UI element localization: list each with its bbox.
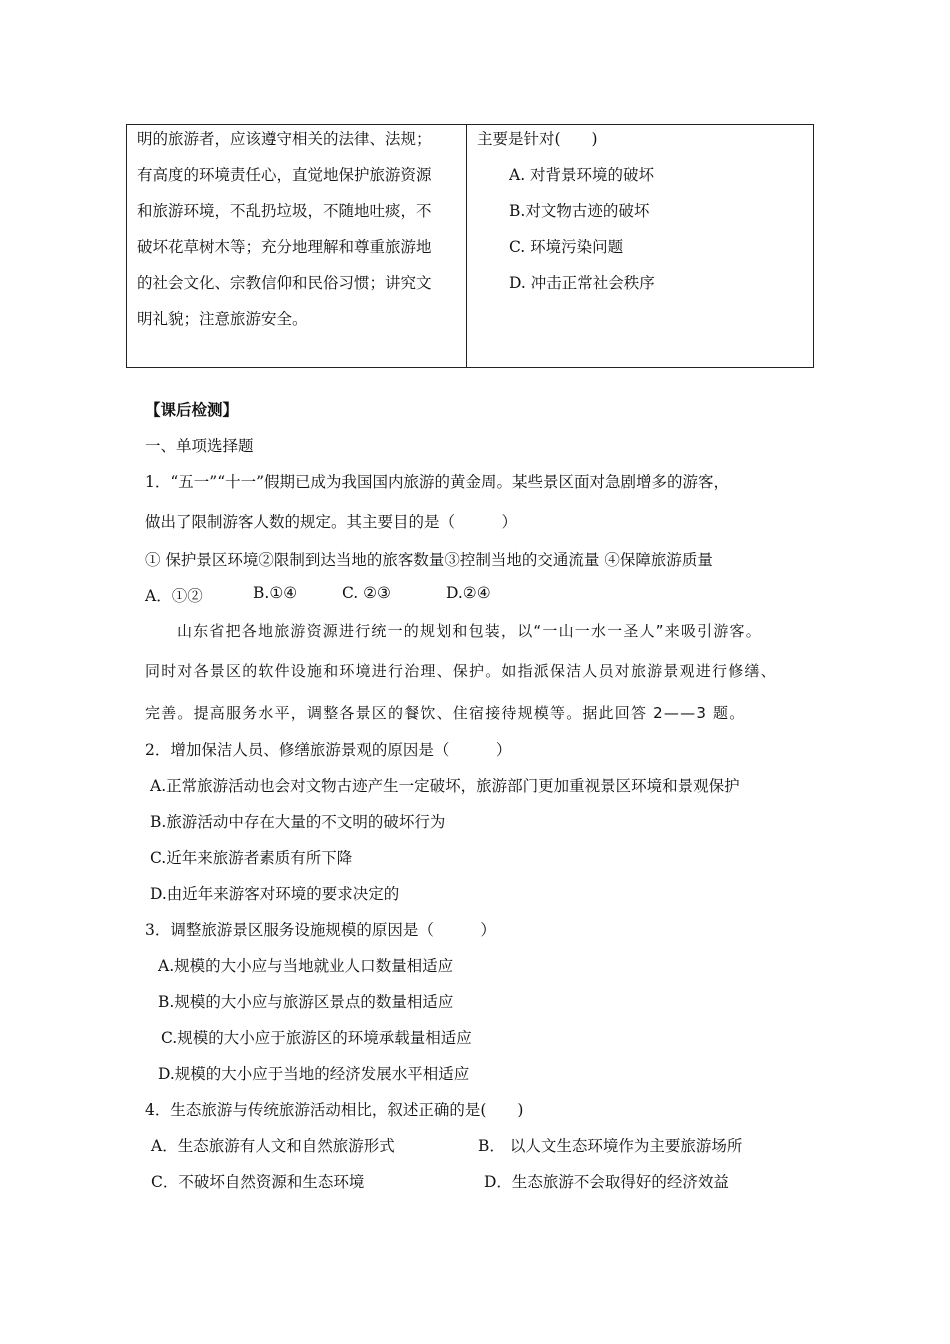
q4-stem: 4．生态旅游与传统旅游活动相比，叙述正确的是( ) [145,1101,524,1119]
table-left-line: 破坏花草树木等；充分地理解和尊重旅游地 [137,238,432,256]
q4-option-b: B． 以人文生态环境作为主要旅游场所 [478,1137,743,1155]
q3-stem: 3．调整旅游景区服务设施规模的原因是（ ） [145,921,496,939]
q1-option-d: D.②④ [446,584,491,602]
q3-option-d: D.规模的大小应于当地的经济发展水平相适应 [158,1065,470,1083]
section-title: 【课后检测】 [145,400,239,419]
q1-option-a: A．①② [145,587,203,605]
q1-option-b: B.①④ [253,584,298,602]
q3-option-a: A.规模的大小应与当地就业人口数量相适应 [158,957,454,975]
table-option-b: B.对文物古迹的破坏 [509,202,650,220]
q3-option-c: C.规模的大小应于旅游区的环境承载量相适应 [161,1029,472,1047]
table-left-line: 的社会文化、宗教信仰和民俗习惯；讲究文 [137,274,432,292]
q2-option-b: B.旅游活动中存在大量的不文明的破坏行为 [150,813,446,831]
q4-option-c: C．不破坏自然资源和生态环境 [151,1173,365,1191]
q1-option-c: C. ②③ [342,584,391,602]
table-question-stem: 主要是针对( ) [477,130,598,148]
answer-table [126,124,814,368]
table-left-line: 明礼貌；注意旅游安全。 [137,310,308,328]
q1-items: ① 保护景区环境②限制到达当地的旅客数量③控制当地的交通流量 ④保障旅游质量 [145,551,713,569]
table-left-line: 明的旅游者，应该遵守相关的法律、法规； [137,130,432,148]
table-left-line: 和旅游环境，不乱扔垃圾，不随地吐痰，不 [137,202,432,220]
subsection-title: 一、单项选择题 [145,437,254,455]
q2-stem: 2．增加保洁人员、修缮旅游景观的原因是（ ） [145,741,512,759]
q3-option-b: B.规模的大小应与旅游区景点的数量相适应 [158,993,454,1011]
table-left-cell [137,125,462,337]
table-left-line: 有高度的环境责任心，直觉地保护旅游资源 [137,166,432,184]
q4-option-d: D．生态旅游不会取得好的经济效益 [484,1173,729,1191]
table-option-a: A. 对背景环境的破坏 [509,166,655,184]
q1-stem-line2: 做出了限制游客人数的规定。其主要目的是（ ） [145,513,518,531]
passage-line: 山东省把各地旅游资源进行统一的规划和包装，以“一山一水一圣人”来吸引游客。 [177,622,762,640]
table-right-cell [477,125,807,301]
passage-line: 同时对各景区的软件设施和环境进行治理、保护。如指派保洁人员对旅游景观进行修缮、 [145,662,777,680]
q2-option-d: D.由近年来游客对环境的要求决定的 [150,885,400,903]
table-divider [466,125,467,367]
q4-option-a: A．生态旅游有人文和自然旅游形式 [151,1137,395,1155]
passage-line: 完善。提高服务水平，调整各景区的餐饮、住宿接待规模等。据此回答 2——3 题。 [145,704,746,722]
q2-option-c: C.近年来旅游者素质有所下降 [150,849,353,867]
table-option-d: D. 冲击正常社会秩序 [509,274,655,292]
table-option-c: C. 环境污染问题 [509,238,624,256]
q1-stem-line1: 1．“五一”“十一”假期已成为我国国内旅游的黄金周。某些景区面对急剧增多的游客， [145,473,730,491]
q2-option-a: A.正常旅游活动也会对文物古迹产生一定破坏，旅游部门更加重视景区环境和景观保护 [150,777,740,795]
